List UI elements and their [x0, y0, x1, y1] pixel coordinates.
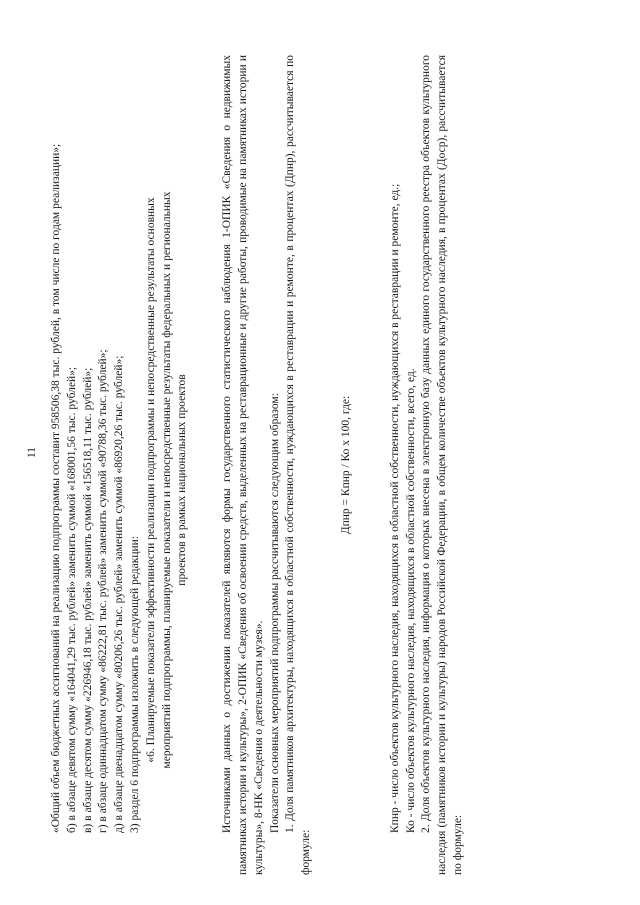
indicator-1-paragraph: 1. Доля памятников архитектуры, находящихся в областной собственности, нуждающихся в реставрации и ремонте, в процентах (Дпнр), рассчитывается по формуле: [284, 55, 313, 875]
amendment-g: г) в абзаце одиннадцатом сумму «86222,81 тыс. рублей» заменить суммой «90788,36 тыс. рублей»; [97, 349, 110, 833]
spacer [315, 55, 335, 875]
budget-total-paragraph: «Общий объем бюджетных ассигнований на реализацию подпрограммы составит 958506,38 тыс. рублей, в том числе по годам реализации»; [50, 143, 62, 833]
definition-kpnr: Кпнр - число объектов культурного наследия, находящихся в областной собственности, нуждающихся в реставрации и ремонте, ед.; [388, 183, 401, 833]
document-body [49, 55, 467, 875]
definition-ko: Ко - число объектов культурного наследия, находящихся в областной собственности, всего, ед. [404, 368, 417, 833]
section-6-heading: «6. Планируемые показатели эффективности реализации подпрограммы и непосредственные результаты основных мероприятий подпрограммы, планируемые показатели и непосредственные результаты федеральных и региональных проектов в рамках национальных проектов [144, 191, 189, 769]
page-number: 11 [26, 446, 38, 459]
amendment-v: в) в абзаце десятом сумму «226946,18 тыс. рублей» заменить суммой «156518,11 тыс. рублей»; [81, 367, 94, 833]
spacer [359, 55, 388, 875]
formula-dpnr: Дпнр = Кпнр / Ко х 100, где: [339, 395, 352, 535]
data-sources-paragraph: Источниками данных о достижении показателей являются формы государственного статистического наблюдения 1-ОПИК «Сведения о недвижимых памятниках истории и культуры», 2-ОПИК «Сведения об освоении средств, выделенных на реставрационные и другие работы, проводимые на памятниках истории и культуры», 8-НК «Сведения о деятельности музея». [221, 55, 265, 875]
amendment-b: б) в абзаце девятом сумму «164041,29 тыс. рублей» заменить суммой «168001,56 тыс. рублей»; [65, 366, 78, 833]
spacer [191, 55, 220, 875]
section-3-intro: 3) раздел 6 подпрограммы изложить в следующей редакции: [128, 536, 141, 833]
indicators-intro: Показатели основных мероприятий подпрограммы рассчитываются следующим образом: [268, 393, 281, 833]
indicator-2-paragraph: 2. Доля объектов культурного наследия, информация о которых внесена в электронную базу данных единого государственного реестра объектов культурного наследия (памятников истории и культуры) народов Российской Федерации, в общем количестве объектов культурного наследия, в процентах (Доср), рассчитывается по формуле: [420, 55, 464, 875]
amendment-d: д) в абзаце двенадцатом сумму «80206,26 тыс. рублей» заменить суммой «86920,26 тыс. рублей»; [113, 355, 126, 833]
